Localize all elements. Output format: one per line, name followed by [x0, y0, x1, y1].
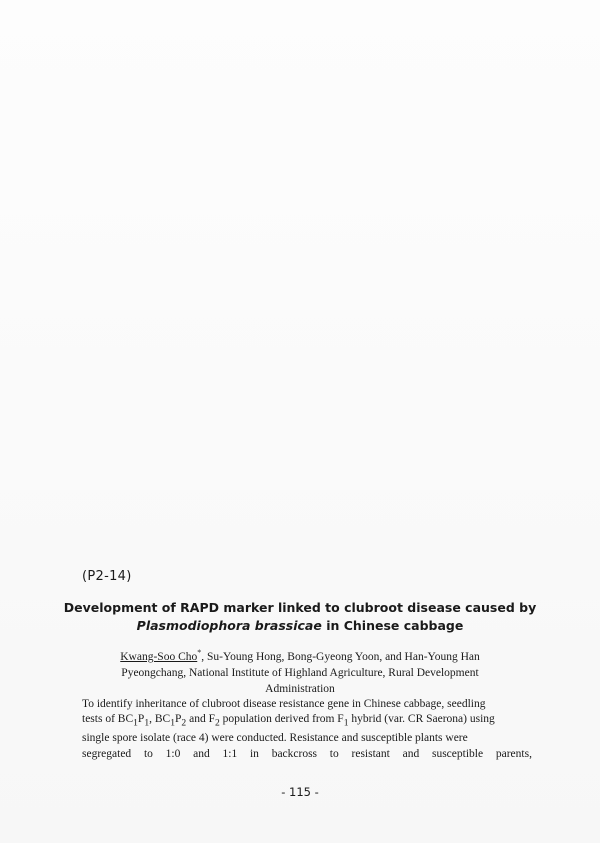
subscript: 1: [343, 717, 349, 729]
body-text-fragment: population derived from F: [219, 713, 344, 726]
body-text-fragment: P: [175, 713, 182, 726]
body-line-3: single spore isolate (race 4) were conducted. Resistance and susceptible plants were: [82, 732, 468, 745]
co-authors: , Su-Young Hong, Bong-Gyeong Yoon, and Han-Young Han: [201, 650, 480, 663]
body-word: backcross: [271, 747, 318, 760]
body-text-fragment: P: [137, 713, 145, 726]
body-word: to: [329, 747, 339, 760]
corresponding-mark: *: [197, 648, 202, 657]
abstract-body: [82, 697, 532, 762]
title-scientific-name: Plasmodiophora brassicae: [136, 618, 322, 633]
body-word: susceptible: [431, 747, 484, 760]
subscript: 1: [170, 717, 176, 729]
body-text-fragment: and F: [186, 713, 215, 726]
body-word: 1:0: [165, 747, 181, 760]
affiliation-line-2: Administration: [265, 682, 335, 695]
subscript: 2: [214, 717, 220, 729]
body-text-fragment: tests of BC: [82, 713, 134, 726]
subscript: 1: [133, 717, 138, 729]
paper-title: [60, 599, 540, 635]
author-line: [70, 645, 530, 665]
body-line-1: To identify inheritance of clubroot disease resistance gene in Chinese cabbage, seedling: [82, 698, 486, 710]
body-word: and: [402, 747, 420, 760]
affiliation-line-1: Pyeongchang, National Institute of Highland Agriculture, Rural Development: [121, 666, 479, 679]
body-word: parents,: [495, 747, 532, 760]
body-line-4: [82, 747, 532, 762]
title-line-2-rest: in Chinese cabbage: [321, 618, 464, 633]
body-word: and: [193, 747, 210, 760]
page-number: - 115 -: [281, 785, 319, 799]
body-text-fragment: hybrid (var. CR Saerona) using: [348, 713, 495, 726]
subscript: 1: [144, 717, 150, 729]
title-line-2: [60, 617, 540, 635]
body-text-fragment: , BC: [149, 713, 171, 726]
body-word: segregated: [82, 747, 132, 760]
title-line-1: Development of RAPD marker linked to clubroot disease caused by: [63, 600, 537, 615]
body-word: resistant: [351, 747, 390, 760]
subscript: 2: [181, 717, 187, 729]
body-word: in: [249, 747, 259, 760]
body-word: 1:1: [222, 747, 238, 760]
body-word: to: [143, 747, 153, 760]
authors-block: [70, 645, 530, 697]
abstract-id: (P2-14): [82, 569, 132, 584]
presenting-author: Kwang-Soo Cho: [120, 650, 198, 663]
body-line-2: [82, 712, 532, 731]
